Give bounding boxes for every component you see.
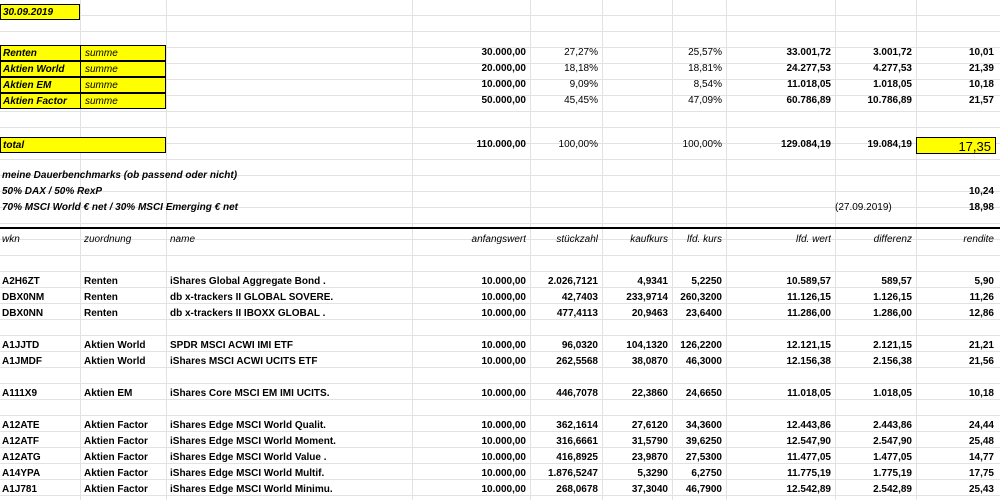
- cell-differenz[interactable]: 1.018,05: [873, 388, 912, 399]
- cell-name[interactable]: iShares MSCI ACWI UCITS ETF: [170, 356, 318, 367]
- cell-lfd-wert[interactable]: 12.156,38: [786, 356, 831, 367]
- cell-stueckzahl[interactable]: 42,7403: [561, 292, 598, 303]
- benchmark-row: [0, 184, 1000, 200]
- cell-rendite[interactable]: 25,48: [968, 436, 994, 447]
- table-row: [0, 434, 1000, 450]
- header-wkn[interactable]: wkn: [2, 234, 20, 245]
- summary-row: [0, 45, 1000, 61]
- cell-rendite[interactable]: 10,18: [968, 388, 994, 399]
- header-stueckzahl[interactable]: stückzahl: [556, 234, 598, 245]
- summary-sub[interactable]: summe: [80, 77, 166, 93]
- header-kaufkurs[interactable]: kaufkurs: [630, 234, 668, 245]
- cell-kaufkurs[interactable]: 38,0870: [631, 356, 668, 367]
- total-rendite[interactable]: 17,35: [916, 137, 996, 154]
- cell-rendite[interactable]: 25,43: [968, 484, 994, 495]
- cell-wkn[interactable]: DBX0NN: [2, 308, 44, 319]
- cell-lfd-kurs[interactable]: 24,6650: [685, 388, 722, 399]
- summary-pct1[interactable]: 18,18%: [564, 63, 598, 74]
- cell-zuordnung[interactable]: Renten: [84, 292, 118, 303]
- header-differenz[interactable]: differenz: [873, 234, 912, 245]
- cell-zuordnung[interactable]: Aktien World: [84, 340, 146, 351]
- summary-pct2[interactable]: 18,81%: [688, 63, 722, 74]
- cell-differenz[interactable]: 1.126,15: [873, 292, 912, 303]
- cell-stueckzahl[interactable]: 446,7078: [556, 388, 598, 399]
- cell-lfd-wert[interactable]: 12.547,90: [786, 436, 831, 447]
- header-name[interactable]: name: [170, 234, 196, 245]
- summary-lfd-wert[interactable]: 60.786,89: [786, 95, 831, 106]
- summary-row: [0, 61, 1000, 77]
- cell-stueckzahl[interactable]: 416,8925: [556, 452, 598, 463]
- cell-differenz[interactable]: 2.542,89: [873, 484, 912, 495]
- cell-name[interactable]: iShares Edge MSCI World Multif.: [170, 468, 325, 479]
- table-row: [0, 418, 1000, 434]
- cell-kaufkurs[interactable]: 4,9341: [637, 276, 668, 287]
- cell-zuordnung[interactable]: Aktien Factor: [84, 420, 148, 431]
- summary-label[interactable]: Aktien World: [0, 61, 82, 77]
- table-row: [0, 386, 1000, 402]
- cell-differenz[interactable]: 2.156,38: [873, 356, 912, 367]
- cell-name[interactable]: db x-trackers II GLOBAL SOVERE.: [170, 292, 334, 303]
- cell-differenz[interactable]: 2.121,15: [873, 340, 912, 351]
- cell-lfd-kurs[interactable]: 34,3600: [685, 420, 722, 431]
- summary-anfangswert[interactable]: 50.000,00: [481, 95, 526, 106]
- cell-kaufkurs[interactable]: 5,3290: [637, 468, 668, 479]
- cell-anfangswert[interactable]: 10.000,00: [481, 468, 526, 479]
- cell-stueckzahl[interactable]: 362,1614: [556, 420, 598, 431]
- table-row: [0, 306, 1000, 322]
- total-pct2[interactable]: 100,00%: [682, 139, 722, 150]
- cell-name[interactable]: iShares Edge MSCI World Value .: [170, 452, 327, 463]
- cell-stueckzahl[interactable]: 2.026,7121: [547, 276, 598, 287]
- cell-lfd-kurs[interactable]: 126,2200: [680, 340, 722, 351]
- benchmark-label[interactable]: 70% MSCI World € net / 30% MSCI Emerging € net: [2, 202, 238, 213]
- cell-wkn[interactable]: A1JJTD: [2, 340, 40, 351]
- header-row: [0, 232, 1000, 248]
- section-divider: [0, 227, 1000, 229]
- summary-label[interactable]: Aktien EM: [0, 77, 82, 93]
- cell-lfd-kurs[interactable]: 27,5300: [685, 452, 722, 463]
- table-row: [0, 338, 1000, 354]
- cell-stueckzahl[interactable]: 268,0678: [556, 484, 598, 495]
- cell-rendite[interactable]: 21,21: [968, 340, 994, 351]
- summary-anfangswert[interactable]: 10.000,00: [481, 79, 526, 90]
- summary-pct1[interactable]: 27,27%: [564, 47, 598, 58]
- cell-kaufkurs[interactable]: 23,9870: [631, 452, 668, 463]
- summary-row: [0, 93, 1000, 109]
- cell-differenz[interactable]: 2.547,90: [873, 436, 912, 447]
- cell-zuordnung[interactable]: Renten: [84, 276, 118, 287]
- cell-anfangswert[interactable]: 10.000,00: [481, 276, 526, 287]
- cell-stueckzahl[interactable]: 477,4113: [556, 308, 598, 319]
- cell-zuordnung[interactable]: Aktien Factor: [84, 436, 148, 447]
- table-row: [0, 274, 1000, 290]
- cell-lfd-wert[interactable]: 11.126,15: [787, 292, 831, 303]
- cell-anfangswert[interactable]: 10.000,00: [481, 292, 526, 303]
- summary-row: [0, 77, 1000, 93]
- cell-name[interactable]: iShares Core MSCI EM IMI UCITS.: [170, 388, 330, 399]
- cell-rendite[interactable]: 21,56: [968, 356, 994, 367]
- summary-pct1[interactable]: 45,45%: [564, 95, 598, 106]
- summary-rendite[interactable]: 10,18: [968, 79, 994, 90]
- header-anfangswert[interactable]: anfangswert: [471, 234, 526, 245]
- table-row: [0, 466, 1000, 482]
- benchmark-heading-row: [0, 168, 1000, 184]
- cell-kaufkurs[interactable]: 233,9714: [626, 292, 668, 303]
- cell-anfangswert[interactable]: 10.000,00: [481, 388, 526, 399]
- cell-lfd-kurs[interactable]: 5,2250: [691, 276, 722, 287]
- cell-rendite[interactable]: 12,86: [968, 308, 994, 319]
- summary-rendite[interactable]: 21,57: [968, 95, 994, 106]
- cell-stueckzahl[interactable]: 262,5568: [556, 356, 598, 367]
- total-row: [0, 137, 1000, 153]
- summary-pct2[interactable]: 25,57%: [688, 47, 722, 58]
- benchmark-value[interactable]: 10,24: [968, 186, 994, 197]
- cell-wkn[interactable]: A2H6ZT: [2, 276, 40, 287]
- total-label[interactable]: total: [0, 137, 166, 153]
- summary-differenz[interactable]: 4.277,53: [873, 63, 912, 74]
- summary-differenz[interactable]: 1.018,05: [873, 79, 912, 90]
- cell-lfd-kurs[interactable]: 39,6250: [685, 436, 722, 447]
- table-row: [0, 450, 1000, 466]
- cell-rendite[interactable]: 17,75: [968, 468, 994, 479]
- table-row: [0, 290, 1000, 306]
- cell-lfd-wert[interactable]: 12.443,86: [786, 420, 831, 431]
- cell-anfangswert[interactable]: 10.000,00: [481, 340, 526, 351]
- table-row: [0, 482, 1000, 498]
- cell-kaufkurs[interactable]: 22,3860: [631, 388, 668, 399]
- cell-lfd-kurs[interactable]: 46,3000: [685, 356, 722, 367]
- summary-label[interactable]: Renten: [0, 45, 82, 61]
- cell-lfd-kurs[interactable]: 23,6400: [685, 308, 722, 319]
- cell-stueckzahl[interactable]: 316,6661: [556, 436, 598, 447]
- cell-rendite[interactable]: 24,44: [968, 420, 994, 431]
- cell-differenz[interactable]: 1.477,05: [873, 452, 912, 463]
- header-lfd-wert[interactable]: lfd. wert: [795, 234, 831, 245]
- cell-rendite[interactable]: 5,90: [974, 276, 994, 287]
- benchmark-row: [0, 200, 1000, 216]
- cell-zuordnung[interactable]: Aktien World: [84, 356, 146, 367]
- cell-rendite[interactable]: 14,77: [968, 452, 994, 463]
- total-anfangswert[interactable]: 110.000,00: [476, 139, 526, 150]
- cell-name[interactable]: iShares Edge MSCI World Qualit.: [170, 420, 326, 431]
- cell-zuordnung[interactable]: Aktien Factor: [84, 468, 148, 479]
- cell-name[interactable]: iShares Global Aggregate Bond .: [170, 276, 326, 287]
- summary-sub[interactable]: summe: [80, 61, 166, 77]
- cell-anfangswert[interactable]: 10.000,00: [481, 420, 526, 431]
- cell-lfd-wert[interactable]: 11.477,05: [787, 452, 831, 463]
- summary-anfangswert[interactable]: 30.000,00: [481, 47, 526, 58]
- summary-lfd-wert[interactable]: 11.018,05: [787, 79, 831, 90]
- benchmark-date: (27.09.2019): [835, 202, 892, 213]
- cell-wkn[interactable]: A12ATF: [2, 436, 40, 447]
- cell-wkn[interactable]: A111X9: [2, 388, 38, 399]
- cell-differenz[interactable]: 1.286,00: [873, 308, 912, 319]
- cell-kaufkurs[interactable]: 31,5790: [631, 436, 668, 447]
- cell-wkn[interactable]: A12ATG: [2, 452, 41, 463]
- cell-wkn[interactable]: A1J781: [2, 484, 38, 495]
- cell-name[interactable]: SPDR MSCI ACWI IMI ETF: [170, 340, 293, 351]
- benchmark-label[interactable]: 50% DAX / 50% RexP: [2, 186, 103, 197]
- cell-lfd-wert[interactable]: 11.775,19: [787, 468, 831, 479]
- cell-name[interactable]: iShares Edge MSCI World Moment.: [170, 436, 336, 447]
- cell-stueckzahl[interactable]: 1.876,5247: [547, 468, 598, 479]
- cell-wkn[interactable]: A14YPA: [2, 468, 41, 479]
- header-zuordnung[interactable]: zuordnung: [84, 234, 132, 245]
- cell-stueckzahl[interactable]: 96,0320: [561, 340, 598, 351]
- date-cell[interactable]: 30.09.2019: [0, 4, 80, 20]
- cell-kaufkurs[interactable]: 27,6120: [631, 420, 668, 431]
- cell-anfangswert[interactable]: 10.000,00: [481, 356, 526, 367]
- cell-lfd-wert[interactable]: 12.121,15: [786, 340, 831, 351]
- cell-lfd-kurs[interactable]: 260,3200: [680, 292, 722, 303]
- cell-lfd-kurs[interactable]: 6,2750: [691, 468, 722, 479]
- cell-kaufkurs[interactable]: 20,9463: [631, 308, 668, 319]
- cell-zuordnung[interactable]: Aktien EM: [84, 388, 133, 399]
- summary-differenz[interactable]: 10.786,89: [867, 95, 912, 106]
- benchmark-heading[interactable]: meine Dauerbenchmarks (ob passend oder nicht): [2, 170, 238, 181]
- cell-differenz[interactable]: 1.775,19: [873, 468, 912, 479]
- benchmark-value[interactable]: 18,98: [968, 202, 994, 213]
- cell-lfd-kurs[interactable]: 46,7900: [685, 484, 722, 495]
- summary-pct1[interactable]: 9,09%: [569, 79, 598, 90]
- cell-rendite[interactable]: 11,26: [969, 292, 994, 303]
- total-differenz[interactable]: 19.084,19: [867, 139, 912, 150]
- cell-name[interactable]: db x-trackers II IBOXX GLOBAL .: [170, 308, 326, 319]
- cell-wkn[interactable]: DBX0NM: [2, 292, 45, 303]
- cell-wkn[interactable]: A12ATE: [2, 420, 40, 431]
- header-lfd-kurs[interactable]: lfd. kurs: [686, 234, 722, 245]
- summary-pct2[interactable]: 8,54%: [693, 79, 722, 90]
- summary-label[interactable]: Aktien Factor: [0, 93, 82, 109]
- cell-anfangswert[interactable]: 10.000,00: [481, 484, 526, 495]
- summary-lfd-wert[interactable]: 33.001,72: [786, 47, 831, 58]
- cell-anfangswert[interactable]: 10.000,00: [481, 452, 526, 463]
- cell-lfd-wert[interactable]: 10.589,57: [786, 276, 831, 287]
- total-pct1[interactable]: 100,00%: [558, 139, 598, 150]
- cell-zuordnung[interactable]: Aktien Factor: [84, 452, 148, 463]
- header-rendite[interactable]: rendite: [963, 234, 994, 245]
- cell-differenz[interactable]: 589,57: [881, 276, 912, 287]
- cell-zuordnung[interactable]: Aktien Factor: [84, 484, 148, 495]
- cell-kaufkurs[interactable]: 104,1320: [626, 340, 668, 351]
- summary-rendite[interactable]: 10,01: [968, 47, 994, 58]
- cell-wkn[interactable]: A1JMDF: [2, 356, 43, 367]
- summary-pct2[interactable]: 47,09%: [688, 95, 722, 106]
- total-lfd-wert[interactable]: 129.084,19: [780, 139, 831, 150]
- cell-anfangswert[interactable]: 10.000,00: [481, 436, 526, 447]
- cell-differenz[interactable]: 2.443,86: [873, 420, 912, 431]
- summary-rendite[interactable]: 21,39: [968, 63, 994, 74]
- summary-sub[interactable]: summe: [80, 45, 166, 61]
- cell-lfd-wert[interactable]: 11.018,05: [787, 388, 831, 399]
- table-row: [0, 354, 1000, 370]
- date-row: [0, 4, 1000, 20]
- summary-differenz[interactable]: 3.001,72: [873, 47, 912, 58]
- cell-kaufkurs[interactable]: 37,3040: [631, 484, 668, 495]
- cell-zuordnung[interactable]: Renten: [84, 308, 118, 319]
- summary-lfd-wert[interactable]: 24.277,53: [786, 63, 831, 74]
- cell-name[interactable]: iShares Edge MSCI World Minimu.: [170, 484, 333, 495]
- cell-lfd-wert[interactable]: 12.542,89: [786, 484, 831, 495]
- cell-anfangswert[interactable]: 10.000,00: [481, 308, 526, 319]
- summary-anfangswert[interactable]: 20.000,00: [481, 63, 526, 74]
- summary-sub[interactable]: summe: [80, 93, 166, 109]
- cell-lfd-wert[interactable]: 11.286,00: [787, 308, 831, 319]
